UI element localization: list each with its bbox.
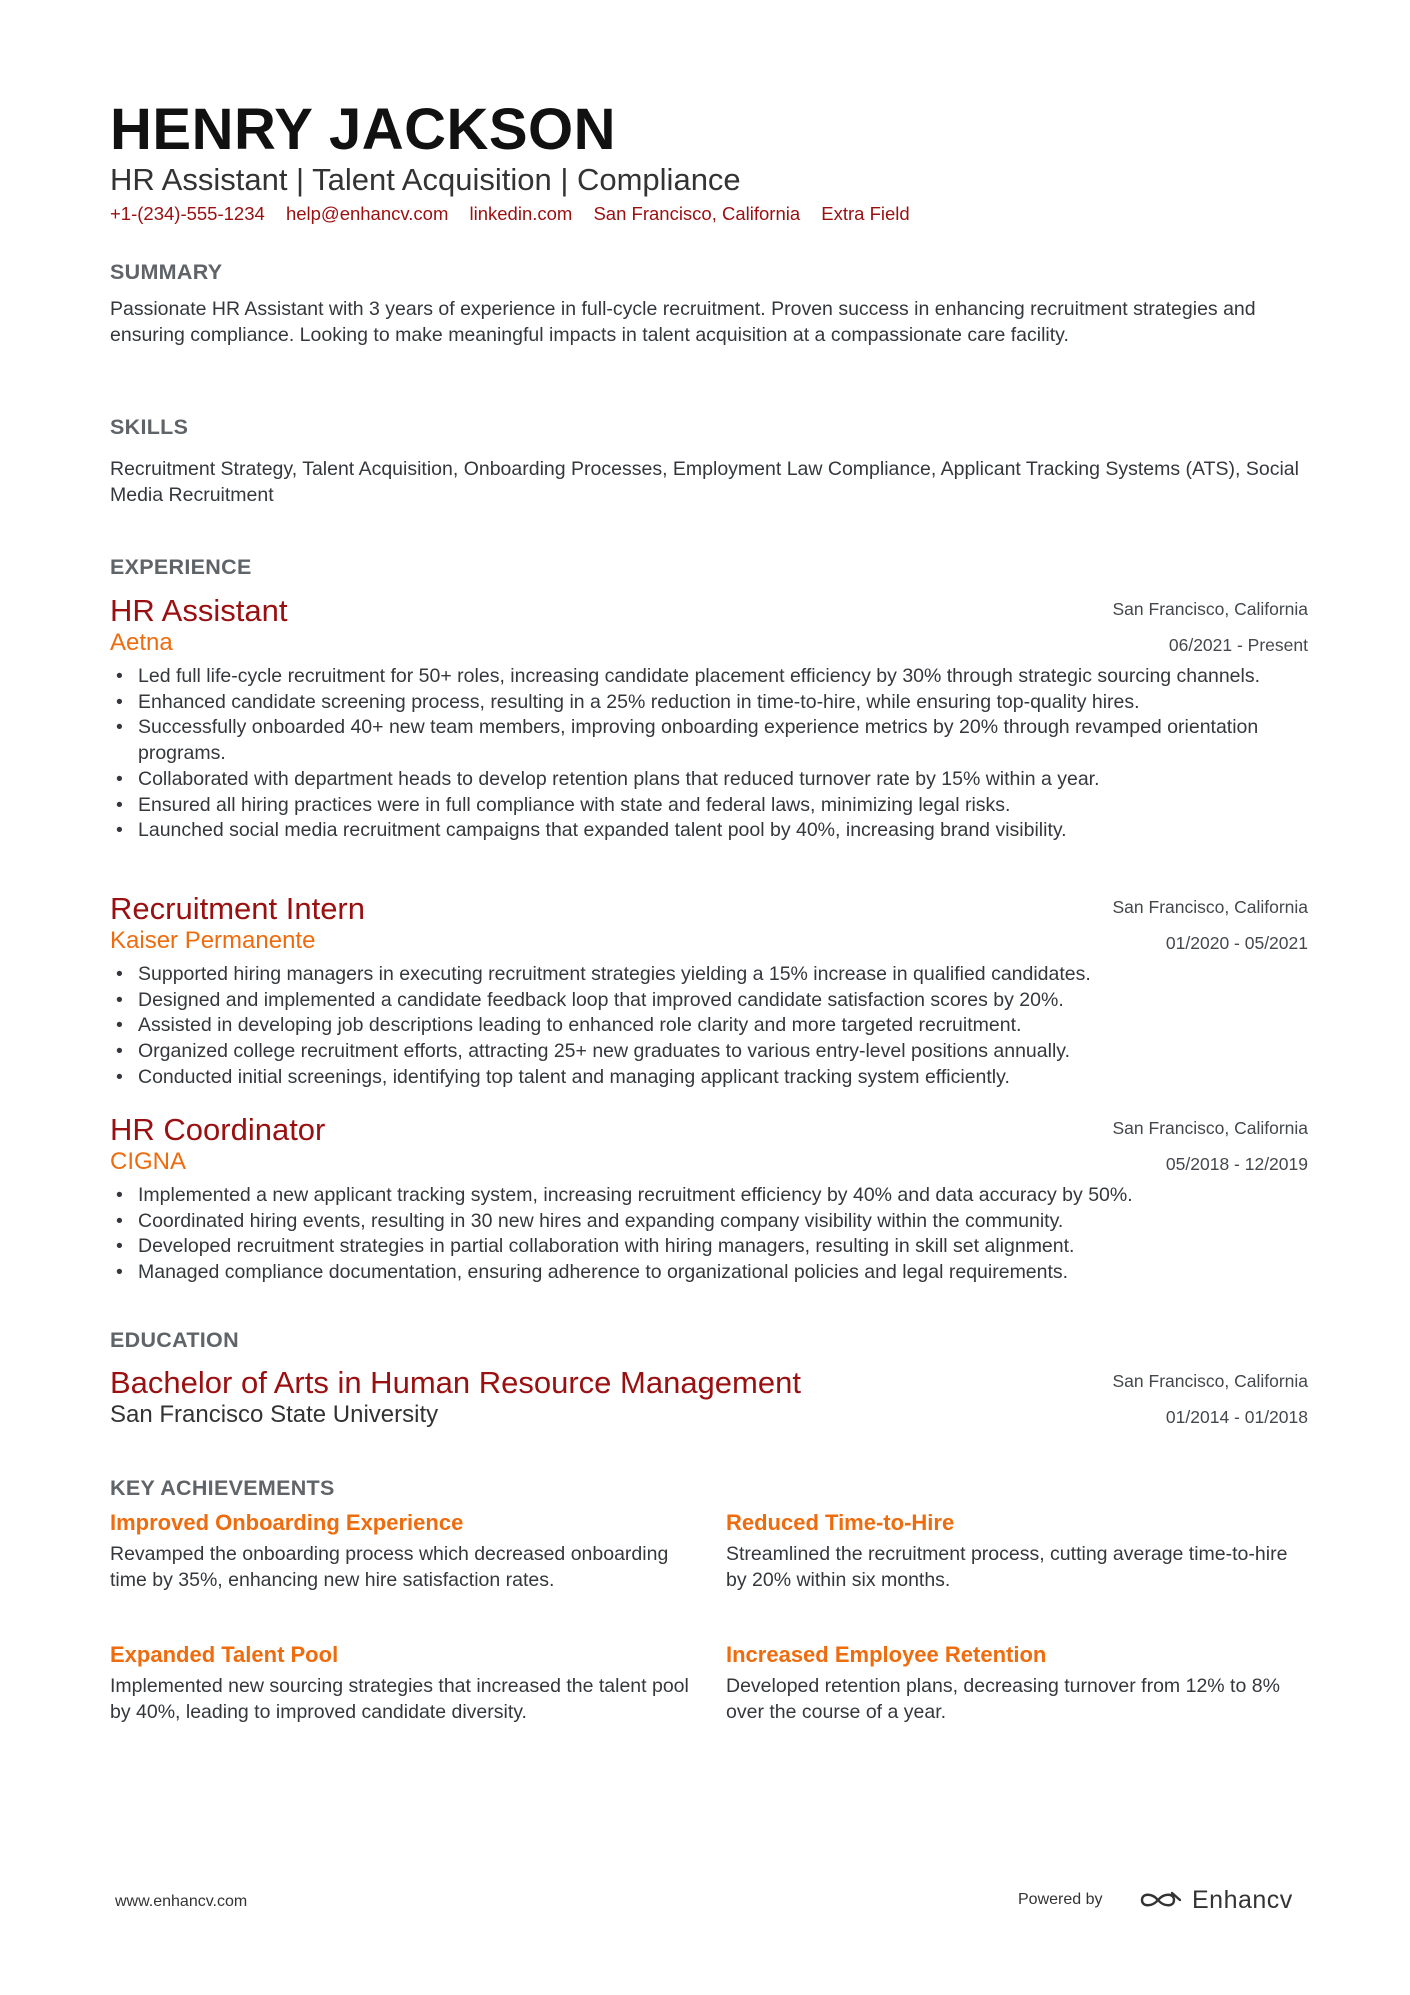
list-item: • Launched social media recruitment campaigns that expanded talent pool by 40%, increasing brand visibility. (110, 818, 1308, 844)
job-company: Kaiser Permanente (110, 927, 316, 954)
candidate-name: HENRY JACKSON (110, 97, 617, 162)
education-heading: EDUCATION (110, 1328, 239, 1352)
contact-location: San Francisco, California (593, 203, 801, 224)
footer-website-link[interactable]: www.enhancv.com (115, 1893, 248, 1910)
job-company: CIGNA (110, 1148, 187, 1175)
list-item: • Coordinated hiring events, resulting in 30 new hires and expanding company visibility within the community. (110, 1209, 1308, 1235)
education-location: San Francisco, California (1112, 1371, 1308, 1391)
list-item: • Supported hiring managers in executing recruitment strategies yielding a 15% increase in qualified candidates. (110, 962, 1308, 988)
achievement-item (110, 1509, 690, 1593)
job-location: San Francisco, California (1112, 1118, 1308, 1138)
list-item: • Successfully onboarded 40+ new team members, improving onboarding experience metrics by 20% through revamped orientation programs. (110, 715, 1308, 766)
skills-heading: SKILLS (110, 415, 189, 439)
powered-by-label: Powered by (1018, 1891, 1103, 1908)
achievement-item (726, 1509, 1306, 1593)
list-item: • Collaborated with department heads to develop retention plans that reduced turnover rate by 15% within a year. (110, 767, 1308, 793)
list-item: • Managed compliance documentation, ensuring adherence to organizational policies and legal requirements. (110, 1260, 1308, 1286)
job-title: Recruitment Intern (110, 891, 365, 926)
experience-heading: EXPERIENCE (110, 555, 252, 579)
job-location: San Francisco, California (1112, 897, 1308, 917)
list-item: • Designed and implemented a candidate feedback loop that improved candidate satisfaction scores by 20%. (110, 988, 1308, 1014)
contact-extra-field: Extra Field (821, 203, 910, 224)
contact-phone[interactable]: +1-(234)-555-1234 (110, 203, 265, 224)
job-location: San Francisco, California (1112, 599, 1308, 619)
job-dates: 01/2020 - 05/2021 (1165, 933, 1308, 953)
summary-text: Passionate HR Assistant with 3 years of experience in full-cycle recruitment. Proven success in enhancing recruitment strategies and ensuring compliance. Looking to make meaningful impacts in talent acquisition at a compassionate care facility. (110, 298, 1256, 346)
achievement-desc: Developed retention plans, decreasing turnover from 12% to 8% over the course of a year. (726, 1675, 1280, 1723)
candidate-headline: HR Assistant | Talent Acquisition | Compliance (110, 162, 741, 197)
achievement-desc: Revamped the onboarding process which decreased onboarding time by 35%, enhancing new hire satisfaction rates. (110, 1543, 669, 1591)
achievement-item (726, 1641, 1306, 1725)
job-company: Aetna (110, 629, 173, 656)
list-item: • Ensured all hiring practices were in full compliance with state and federal laws, minimizing legal risks. (110, 793, 1308, 819)
achievement-title: Increased Employee Retention (726, 1642, 1047, 1667)
list-item: • Assisted in developing job descriptions leading to enhanced role clarity and more targeted recruitment. (110, 1013, 1308, 1039)
summary-heading: SUMMARY (110, 260, 223, 284)
list-item: • Led full life-cycle recruitment for 50+ roles, increasing candidate placement efficiency by 30% through strategic sourcing channels. (110, 664, 1308, 690)
contact-row (110, 202, 926, 226)
job-dates: 05/2018 - 12/2019 (1165, 1154, 1308, 1174)
job-bullet-list (110, 664, 1308, 844)
contact-email[interactable]: help@enhancv.com (285, 203, 449, 224)
job-dates: 06/2021 - Present (1168, 635, 1308, 655)
education-school: San Francisco State University (110, 1401, 439, 1428)
enhancv-brand-text: Enhancv (1192, 1885, 1293, 1914)
achievement-title: Improved Onboarding Experience (110, 1510, 464, 1535)
list-item: • Organized college recruitment efforts, attracting 25+ new graduates to various entry-level positions annually. (110, 1039, 1308, 1065)
achievement-desc: Implemented new sourcing strategies that increased the talent pool by 40%, leading to improved candidate diversity. (110, 1675, 689, 1723)
contact-linkedin[interactable]: linkedin.com (469, 203, 573, 224)
achievement-item (110, 1641, 690, 1725)
enhancv-logo-icon (1138, 1887, 1184, 1913)
achievement-desc: Streamlined the recruitment process, cutting average time-to-hire by 20% within six months. (726, 1543, 1288, 1591)
job-bullet-list (110, 1183, 1308, 1286)
education-dates: 01/2014 - 01/2018 (1165, 1407, 1308, 1427)
enhancv-logo[interactable] (1138, 1883, 1293, 1917)
list-item: • Enhanced candidate screening process, resulting in a 25% reduction in time-to-hire, while ensuring top-quality hires. (110, 690, 1308, 716)
achievement-title: Expanded Talent Pool (110, 1642, 339, 1667)
skills-text: Recruitment Strategy, Talent Acquisition, Onboarding Processes, Employment Law Compliance, Applicant Tracking Systems (ATS), Social Media Recruitment (110, 458, 1299, 506)
list-item: • Conducted initial screenings, identifying top talent and managing applicant tracking system efficiently. (110, 1065, 1308, 1091)
job-bullet-list (110, 962, 1308, 1091)
education-degree: Bachelor of Arts in Human Resource Management (110, 1365, 801, 1400)
list-item: • Implemented a new applicant tracking system, increasing recruitment efficiency by 40% and data accuracy by 50%. (110, 1183, 1308, 1209)
list-item: • Developed recruitment strategies in partial collaboration with hiring managers, resulting in skill set alignment. (110, 1234, 1308, 1260)
job-title: HR Coordinator (110, 1112, 326, 1147)
achievement-title: Reduced Time-to-Hire (726, 1510, 955, 1535)
achievements-heading: KEY ACHIEVEMENTS (110, 1476, 335, 1500)
job-title: HR Assistant (110, 593, 288, 628)
